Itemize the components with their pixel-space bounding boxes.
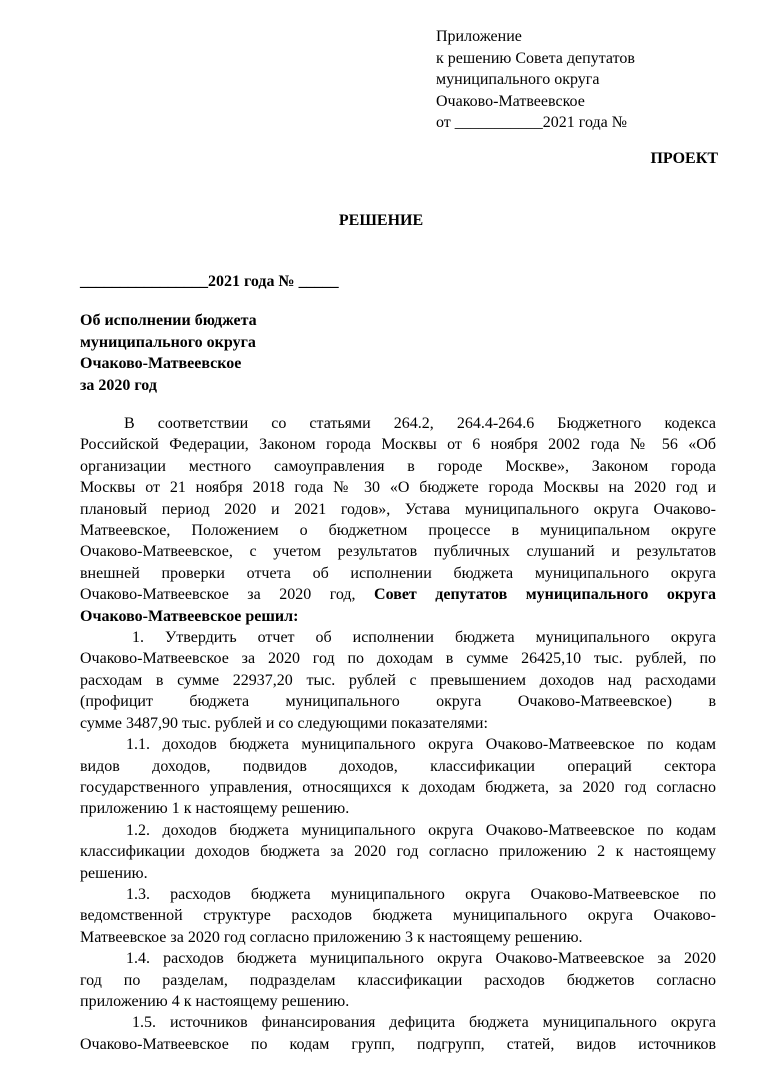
item-1-5-paragraph bbox=[80, 1012, 716, 1055]
text-line bbox=[80, 584, 716, 605]
text-line: год по разделам, подразделам классификации расходов бюджетов согласно bbox=[80, 971, 716, 989]
council-decided-text: Очаково-Матвеевское решил: bbox=[80, 607, 299, 625]
text-line: 1.5. источников финансирования дефицита бюджета муниципального округа bbox=[132, 1014, 716, 1032]
subject-line: Очаково-Матвеевское bbox=[80, 355, 242, 373]
text-line: 1.2. доходов бюджета муниципального округа Очаково-Матвеевское по кодам bbox=[126, 821, 716, 839]
text-line: 1.1. доходов бюджета муниципального округа Очаково-Матвеевское по кодам bbox=[126, 736, 716, 754]
appendix-line: Очаково-Матвеевское bbox=[436, 92, 585, 110]
document-title: РЕШЕНИЕ bbox=[338, 212, 424, 229]
text-line: приложению 4 к настоящему решению. bbox=[80, 992, 350, 1010]
subject-line: муниципального округа bbox=[80, 333, 256, 351]
text-line: (профицит бюджета муниципального округа Очаково-Матвеевское) в bbox=[80, 693, 716, 711]
text-line: приложению 1 к настоящему решению. bbox=[80, 800, 350, 818]
text-line: ведомственной структуре расходов бюджета муниципального округа Очаково- bbox=[80, 907, 716, 925]
text-line: Очаково-Матвеевское, с учетом результатов публичных слушаний и результатов bbox=[80, 543, 716, 561]
decision-date-line: ________________2021 года № _____ bbox=[80, 273, 339, 290]
appendix-line: от ___________2021 года № bbox=[436, 114, 627, 132]
preamble-paragraph bbox=[80, 413, 716, 627]
document-body bbox=[80, 413, 716, 1055]
text-line: сумме 3487,90 тыс. рублей и со следующими показателями: bbox=[80, 714, 488, 732]
text-line: 1.4. расходов бюджета муниципального округа Очаково-Матвеевское за 2020 bbox=[126, 950, 716, 968]
appendix-line: муниципального округа bbox=[436, 71, 600, 89]
decision-subject bbox=[80, 310, 400, 396]
text-line bbox=[80, 606, 716, 627]
text-line: плановый период 2020 и 2021 годов», Устава муниципального округа Очаково- bbox=[80, 500, 716, 518]
appendix-block bbox=[436, 26, 736, 134]
text-line: государственного управления, относящихся к доходам бюджета, за 2020 год согласно bbox=[80, 778, 716, 796]
text-line: 1. Утвердить отчет об исполнении бюджета муниципального округа bbox=[132, 629, 716, 647]
project-label: ПРОЕКТ bbox=[650, 150, 718, 167]
item-1-4-paragraph bbox=[80, 948, 716, 1012]
text-line: организации местного самоуправления в городе Москве», Законом города bbox=[80, 457, 716, 475]
text-line: внешней проверки отчета об исполнении бюджета муниципального округа bbox=[80, 564, 716, 582]
subject-line: за 2020 год bbox=[80, 376, 157, 394]
item-1-2-paragraph bbox=[80, 820, 716, 884]
item-1-3-paragraph bbox=[80, 884, 716, 948]
text-line: видов доходов, подвидов доходов, классификации операций сектора bbox=[80, 757, 716, 775]
text-line: Матвеевское за 2020 год согласно приложению 3 к настоящему решению. bbox=[80, 928, 583, 946]
subject-line: Об исполнении бюджета bbox=[80, 312, 257, 329]
item-1-paragraph bbox=[80, 627, 716, 734]
appendix-line: Приложение bbox=[436, 28, 522, 45]
text-line: решению. bbox=[80, 864, 148, 882]
text-line: Матвеевское, Положением о бюджетном процессе в муниципальном округе bbox=[80, 522, 716, 540]
text-line: Российской Федерации, Законом города Москвы от 6 ноября 2002 года № 56 «Об bbox=[80, 436, 716, 454]
text-line: Москвы от 21 ноября 2018 года № 30 «О бюджете города Москвы на 2020 год и bbox=[80, 479, 716, 497]
text-fragment: Очаково-Матвеевское за 2020 год, bbox=[80, 586, 356, 604]
item-1-1-paragraph bbox=[80, 734, 716, 820]
text-line: 1.3. расходов бюджета муниципального округа Очаково-Матвеевское по bbox=[126, 885, 716, 903]
text-line: классификации доходов бюджета за 2020 год согласно приложению 2 к настоящему bbox=[80, 843, 716, 861]
text-line: В соответствии со статьями 264.2, 264.4-264.6 Бюджетного кодекса bbox=[124, 415, 716, 432]
text-line: расходам в сумме 22937,20 тыс. рублей с превышением доходов над расходами bbox=[80, 671, 716, 689]
council-decided-text: Совет депутатов муниципального округа bbox=[374, 586, 716, 604]
text-line: Очаково-Матвеевское за 2020 год по доходам в сумме 26425,10 тыс. рублей, по bbox=[80, 650, 716, 668]
appendix-line: к решению Совета депутатов bbox=[436, 49, 635, 67]
text-line: Очаково-Матвеевское по кодам групп, подгрупп, статей, видов источников bbox=[80, 1035, 716, 1053]
